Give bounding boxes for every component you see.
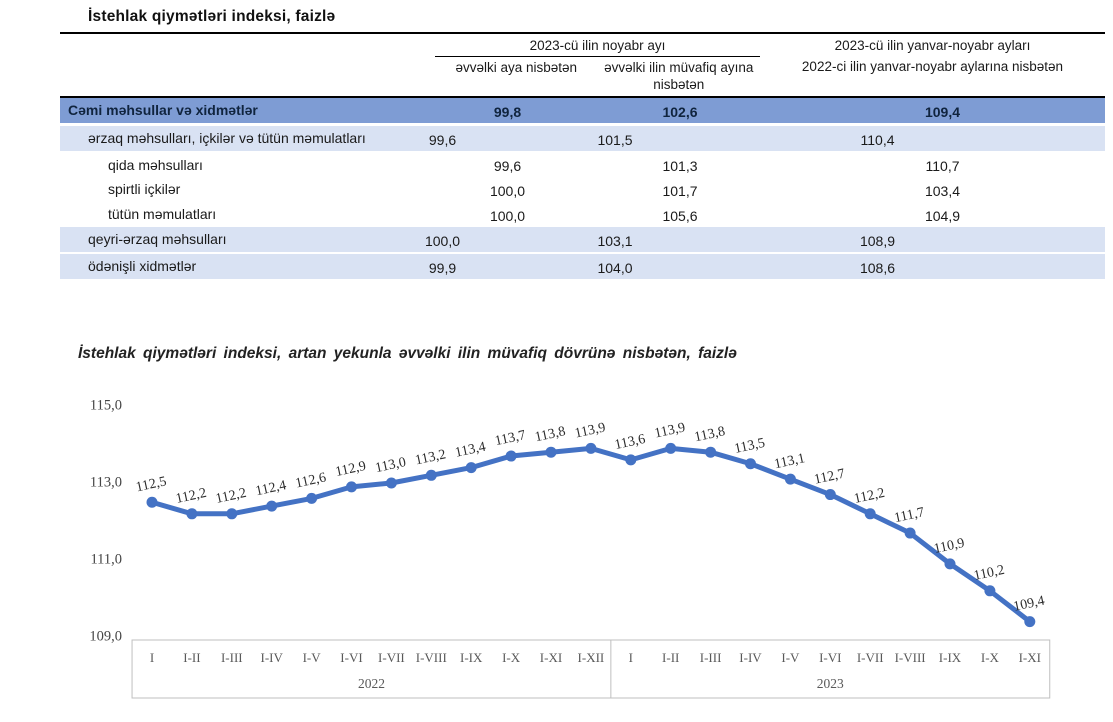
x-tick-label: I-X	[502, 650, 521, 665]
row-value: 100,0	[489, 208, 526, 225]
row-value: 104,0	[597, 259, 633, 276]
header-col4-line2: 2022-ci ilin yanvar-noyabr aylarına nisbətən	[801, 59, 1064, 74]
table-header	[60, 34, 1105, 94]
data-label: 112,2	[852, 485, 887, 507]
data-label: 113,4	[453, 439, 488, 461]
data-point	[905, 528, 916, 539]
data-label: 112,2	[214, 485, 248, 507]
row-value: 99,8	[493, 103, 522, 120]
data-point	[1024, 616, 1035, 627]
table-row	[60, 177, 1105, 202]
x-tick-label: I-V	[781, 650, 800, 665]
data-point	[745, 458, 756, 469]
row-value: 110,4	[860, 131, 895, 148]
row-label: qida məhsulları	[108, 156, 203, 173]
x-tick-label: I-IX	[460, 650, 483, 665]
table-row	[60, 98, 1105, 123]
row-value: 101,5	[597, 131, 633, 148]
data-label: 113,6	[613, 431, 647, 454]
data-point	[546, 447, 557, 458]
data-label: 112,5	[134, 474, 168, 496]
data-point	[785, 474, 796, 485]
header-group-label: 2023-cü ilin noyabr ayı	[435, 34, 760, 57]
x-tick-label: I-IV	[260, 650, 283, 665]
row-label: spirtli içkilər	[108, 181, 181, 198]
row-label: ödənişli xidmətlər	[88, 258, 197, 275]
x-tick-label: I-II	[662, 650, 680, 665]
data-label: 113,5	[733, 435, 767, 457]
header-subheaders	[435, 57, 760, 94]
row-value: 108,9	[859, 233, 896, 250]
x-tick-label: I-III	[220, 650, 243, 665]
data-label: 110,2	[972, 562, 1006, 584]
row-value: 103,1	[597, 233, 633, 250]
row-value: 105,6	[662, 208, 698, 225]
x-tick-label: I-II	[183, 650, 201, 665]
data-point	[306, 493, 317, 504]
data-label: 113,9	[653, 420, 687, 442]
cpi-chart	[0, 390, 1113, 720]
data-point	[266, 501, 277, 512]
x-tick-label: I-XI	[539, 650, 563, 665]
cpi-table	[60, 8, 1105, 281]
row-value: 101,7	[662, 183, 698, 200]
data-point	[466, 462, 477, 473]
data-point	[984, 585, 995, 596]
data-point	[147, 497, 158, 508]
header-col2: əvvəlki aya nisbətən	[455, 60, 578, 75]
table-title: İstehlak qiymətləri indeksi, faizlə	[88, 8, 336, 25]
table-title-block	[60, 8, 1105, 34]
x-tick-label: I-VI	[819, 650, 842, 665]
data-point	[186, 508, 197, 519]
header-col3: əvvəlki ilin müvafiq ayına nisbətən	[604, 60, 754, 92]
x-tick-label: I-XII	[577, 650, 605, 665]
row-label: qeyri-ərzaq məhsulları	[88, 231, 227, 248]
header-col4	[760, 34, 1105, 94]
data-point	[865, 508, 876, 519]
x-tick-label: I-IV	[739, 650, 762, 665]
line-series	[147, 443, 1036, 627]
data-label: 113,0	[373, 455, 408, 477]
row-value: 99,9	[428, 259, 457, 276]
header-col4-line1: 2023-cü ilin yanvar-noyabr ayları	[834, 38, 1031, 53]
data-label: 112,9	[334, 458, 368, 480]
table-body	[60, 96, 1105, 279]
table-row	[60, 126, 1105, 151]
data-label: 113,2	[413, 447, 448, 469]
data-label: 112,6	[294, 470, 328, 492]
data-label: 109,4	[1012, 593, 1047, 615]
header-group-november	[435, 34, 760, 94]
y-axis	[89, 397, 122, 644]
data-point	[625, 454, 636, 465]
data-point	[386, 478, 397, 489]
x-axis	[132, 640, 1050, 698]
table-row	[60, 227, 1105, 252]
row-value: 104,9	[924, 208, 961, 225]
x-tick-label: I-V	[302, 650, 321, 665]
row-value: 99,6	[428, 131, 457, 148]
data-label: 113,7	[493, 428, 528, 450]
row-value: 99,6	[493, 158, 522, 175]
y-tick-label: 113,0	[89, 474, 122, 491]
row-value: 100,0	[489, 183, 526, 200]
data-point	[665, 443, 676, 454]
data-point	[705, 447, 716, 458]
row-value: 100,0	[424, 233, 461, 250]
data-point	[226, 508, 237, 519]
x-tick-label: I-VIII	[894, 650, 926, 665]
x-axis-year-label: 2023	[816, 676, 844, 691]
y-tick-label: 115,0	[89, 397, 122, 414]
x-tick-label: I-VI	[340, 650, 363, 665]
chart-title: İstehlak qiymətləri indeksi, artan yekunla əvvəlki ilin müvafiq dövrünə nisbətən, faizlə	[78, 345, 737, 362]
x-tick-label: I-IX	[938, 650, 962, 665]
x-tick-label: I-III	[699, 650, 722, 665]
row-value: 110,7	[925, 158, 960, 175]
y-tick-label: 109,0	[89, 628, 122, 645]
x-tick-label: I-VIII	[415, 650, 447, 665]
series-line	[152, 448, 1030, 621]
x-tick-label: I	[628, 650, 633, 665]
data-label: 112,4	[254, 478, 288, 500]
chart-svg	[0, 390, 1113, 720]
table-row	[60, 254, 1105, 279]
data-label: 113,1	[772, 451, 807, 473]
data-point	[945, 558, 956, 569]
row-label: tütün məmulatları	[108, 206, 217, 223]
row-value: 109,4	[924, 103, 961, 120]
x-tick-label: I-VII	[856, 650, 884, 665]
x-axis-box	[132, 640, 1050, 698]
x-tick-label: I-VII	[378, 650, 405, 665]
row-value: 102,6	[662, 103, 698, 120]
data-label: 112,2	[174, 485, 208, 507]
x-axis-year-label: 2022	[357, 676, 385, 691]
row-label: ərzaq məhsulları, içkilər və tütün məmulatları	[88, 129, 366, 146]
data-label: 112,7	[812, 466, 847, 488]
data-point	[506, 451, 517, 462]
data-label: 110,9	[932, 535, 966, 557]
y-tick-label: 111,0	[90, 551, 122, 568]
data-label: 111,7	[892, 505, 926, 527]
x-tick-label: I-XI	[1018, 650, 1041, 665]
data-label: 113,8	[533, 424, 567, 446]
row-value: 103,4	[924, 183, 961, 200]
data-label: 113,8	[693, 424, 727, 446]
row-label: Cəmi məhsullar və xidmətlər	[68, 101, 258, 118]
data-point	[585, 443, 596, 454]
data-point	[426, 470, 437, 481]
table-row	[60, 153, 1105, 178]
table-row	[60, 202, 1105, 227]
row-value: 108,6	[859, 259, 896, 276]
x-tick-label: I	[149, 650, 155, 665]
data-label: 113,9	[573, 420, 607, 442]
row-value: 101,3	[662, 158, 698, 175]
data-point	[346, 481, 357, 492]
header-spacer	[60, 34, 435, 94]
x-tick-label: I-X	[980, 650, 999, 665]
data-point	[825, 489, 836, 500]
